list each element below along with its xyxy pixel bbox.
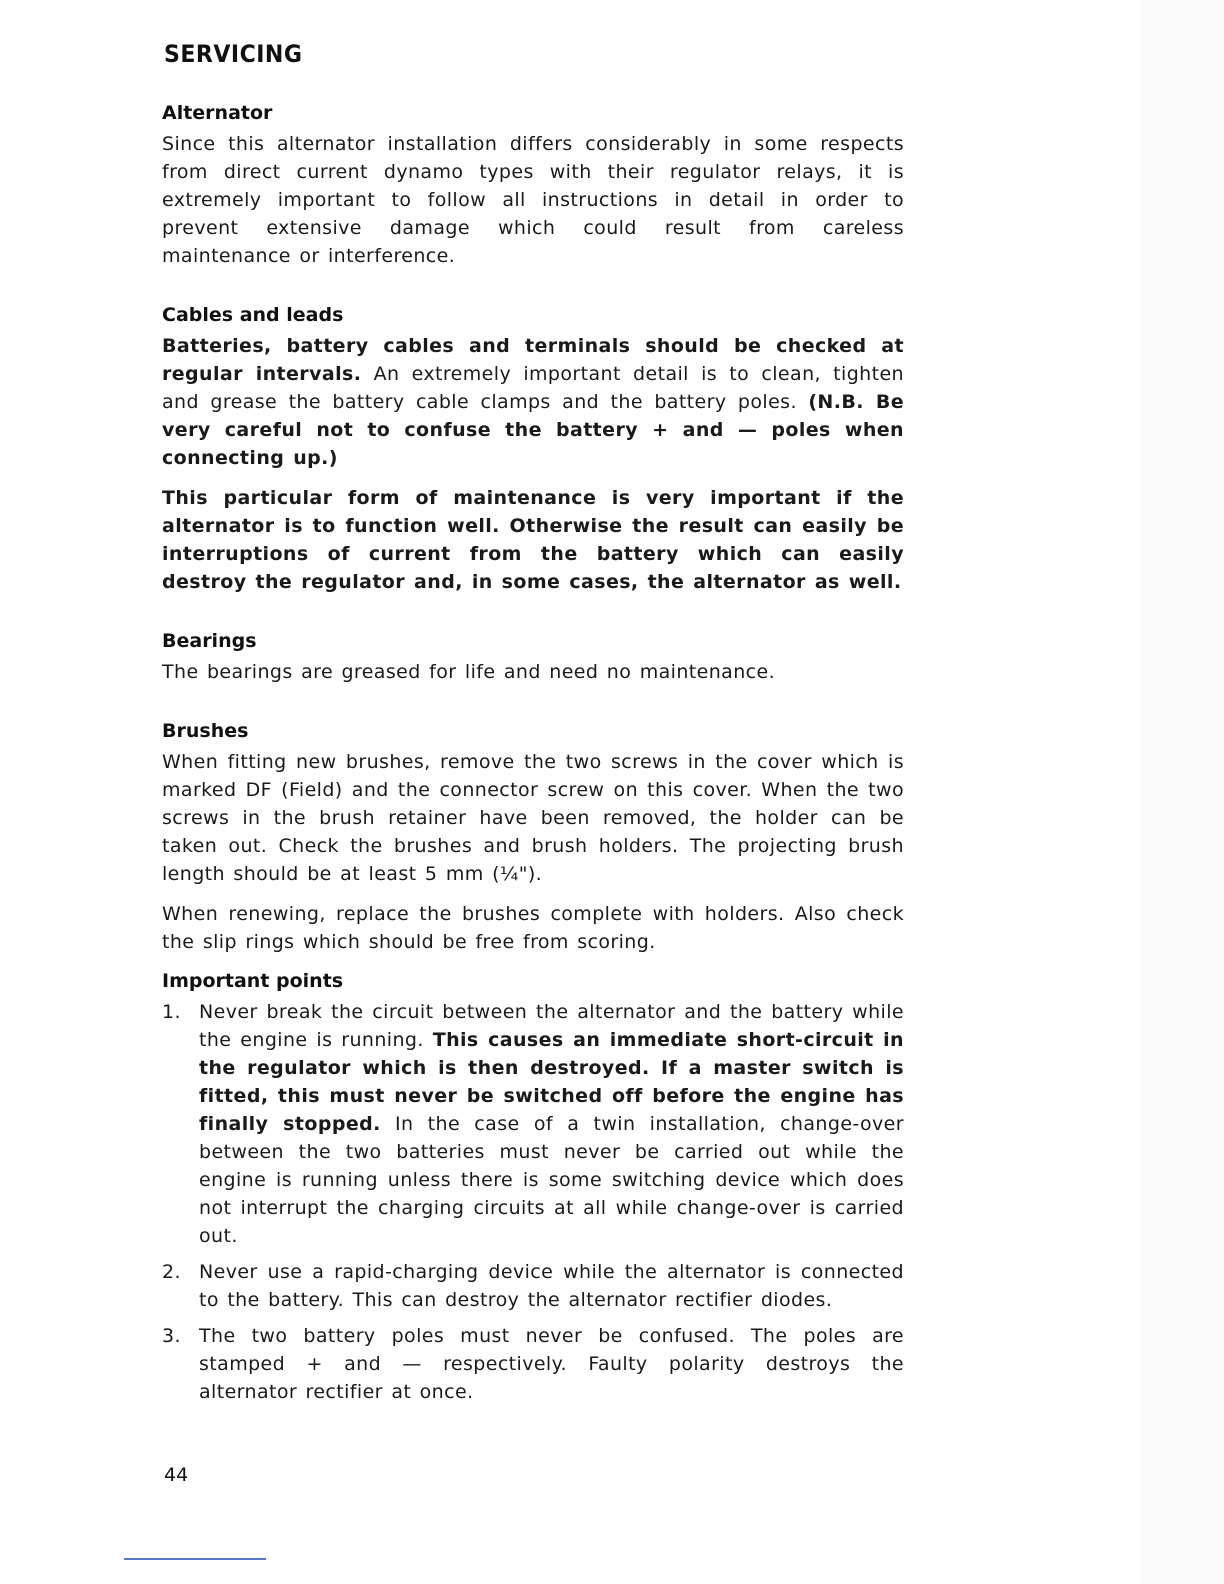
item1-bold: This causes an immediate short-circuit in the regulator which is then destroyed. If a master switch is fitted, this must never be switched off before the engine has finally stopped.: [199, 1029, 904, 1135]
paragraph-alternator: Since this alternator installation differs considerably in some respects from direct current dynamo types with their regulator relays, it is extremely important to follow all instructions in detail in order to prevent extensive damage which could result from careless maintenance or interference.: [162, 133, 904, 267]
section-brushes: [162, 720, 904, 956]
section-cables: [162, 304, 904, 596]
list-item-number: 3.: [162, 1325, 181, 1347]
paragraph-cables-2: This particular form of maintenance is very important if the alternator is to function well. Otherwise the result can easily be interruptions of current from the battery which can easily destroy the regulator and, in some cases, the alternator as well.: [162, 487, 904, 593]
list-item-number: 2.: [162, 1261, 181, 1283]
important-list: [162, 998, 904, 1406]
heading-alternator: Alternator: [162, 102, 273, 124]
cables-normal: An extremely important detail is to clean, tighten and grease the battery cable clamps and the battery poles.: [162, 363, 904, 413]
list-item: [162, 1322, 904, 1406]
page-title: SERVICING: [164, 40, 303, 68]
cables-bold-b: (N.B. Be very careful not to confuse the battery + and — poles when connecting up.): [162, 391, 904, 469]
paragraph-cables-1: [162, 332, 904, 472]
item2-text: Never use a rapid-charging device while the alternator is connected to the battery. This can destroy the alternator rectifier diodes.: [199, 1261, 904, 1311]
list-item: [162, 998, 904, 1250]
section-important: [162, 970, 904, 1406]
paragraph-brushes-1: When fitting new brushes, remove the two screws in the cover which is marked DF (Field) and the connector screw on this cover. When the two screws in the brush retainer have been removed, the holder can be taken out. Check the brushes and brush holders. The projecting brush length should be at least 5 mm (¼").: [162, 751, 904, 885]
cables-bold-a: Batteries, battery cables and terminals should be checked at regular intervals.: [162, 335, 904, 385]
paragraph-bearings: The bearings are greased for life and need no maintenance.: [162, 661, 776, 683]
bottom-rule: [124, 1558, 266, 1560]
heading-brushes: Brushes: [162, 720, 249, 742]
item3-text: The two battery poles must never be confused. The poles are stamped + and — respectively. Faulty polarity destroys the alternator rectifier at once.: [199, 1325, 904, 1403]
page-edge-shadow: [1140, 0, 1224, 1584]
document-page: [162, 40, 904, 1440]
list-item: [162, 1258, 904, 1314]
paragraph-brushes-2: When renewing, replace the brushes complete with holders. Also check the slip rings which should be free from scoring.: [162, 903, 904, 953]
list-item-number: 1.: [162, 1001, 181, 1023]
heading-cables: Cables and leads: [162, 304, 344, 326]
page-number: 44: [164, 1464, 189, 1486]
section-bearings: [162, 630, 904, 686]
heading-bearings: Bearings: [162, 630, 257, 652]
heading-important: Important points: [162, 970, 344, 992]
item1-normal-a: Never break the circuit between the alternator and the battery while the engine is running.: [199, 1001, 904, 1051]
section-alternator: [162, 102, 904, 270]
item1-normal-b: In the case of a twin installation, change-over between the two batteries must never be carried out while the engine is running unless there is some switching device which does not interrupt the charging circuits at all while change-over is carried out.: [199, 1113, 904, 1247]
